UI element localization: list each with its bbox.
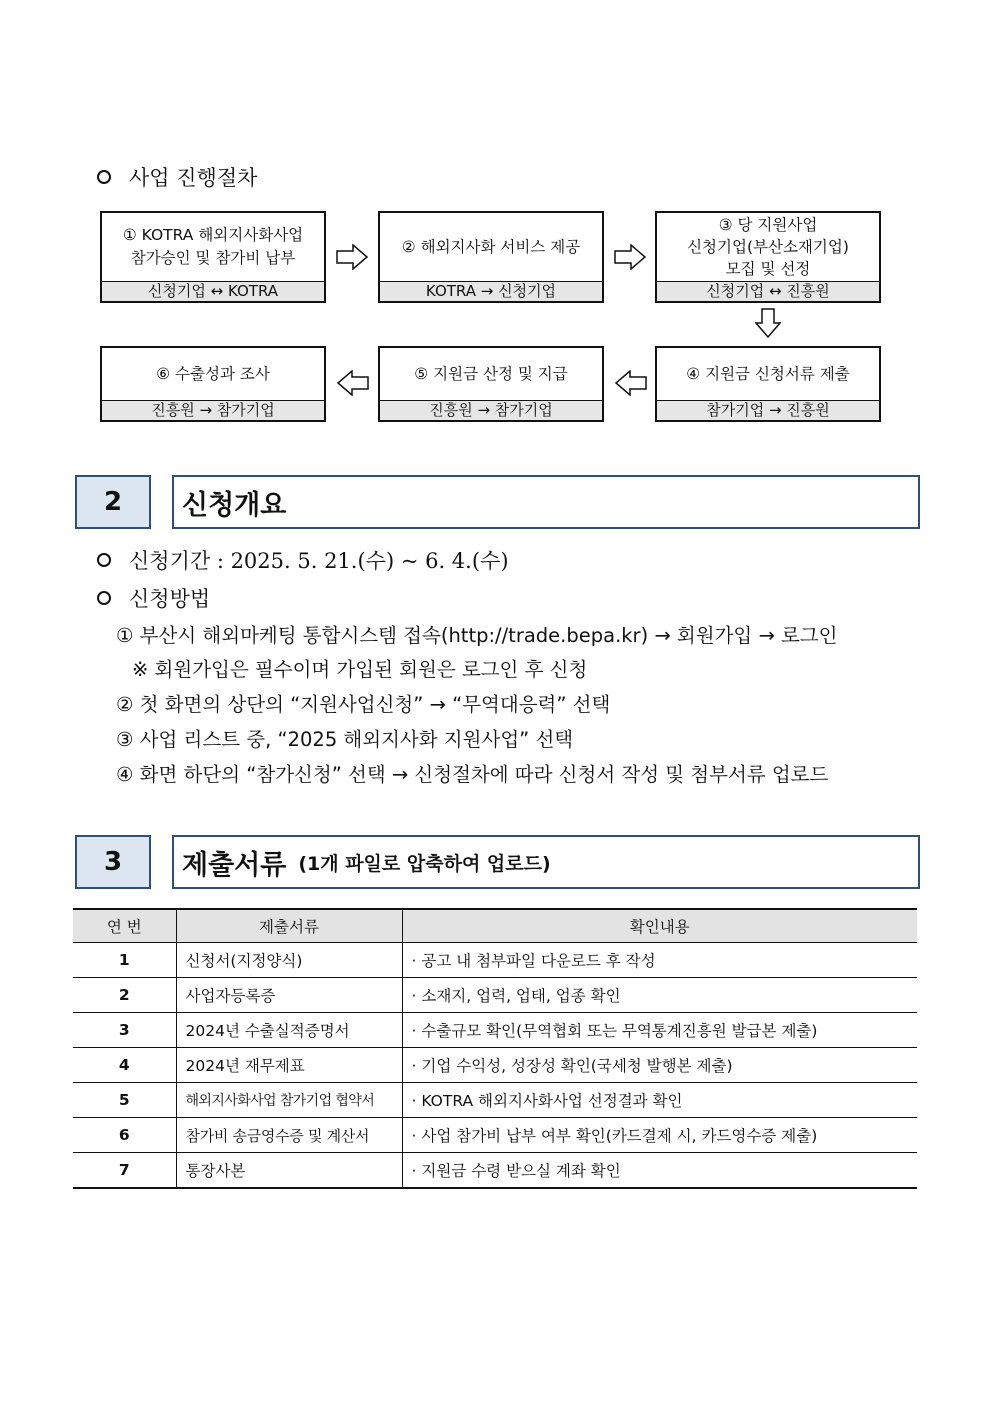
row-document: 해외지사화사업 참가기업 협약서	[176, 1083, 402, 1118]
right-arrow-icon	[614, 244, 646, 270]
row-document: 신청서(지정양식)	[176, 943, 402, 978]
row-document: 참가비 송금영수증 및 계산서	[176, 1118, 402, 1153]
row-no: 7	[73, 1153, 176, 1189]
table-row	[73, 1083, 917, 1118]
flow-step-2	[378, 211, 604, 303]
row-no: 6	[73, 1118, 176, 1153]
flow-step-5-line-1: ⑤ 지원금 산정 및 지급	[414, 364, 568, 383]
flow-step-6-line-1: ⑥ 수출성과 조사	[156, 364, 270, 383]
flow-step-3-line-3: 모집 및 선정	[725, 260, 811, 278]
row-no: 2	[73, 978, 176, 1013]
method-step-2: ② 첫 화면의 상단의 “지원사업신청” → “무역대응력” 선택	[116, 693, 611, 716]
row-document: 2024년 수출실적증명서	[176, 1013, 402, 1048]
row-check: · 지원금 수령 받으실 계좌 확인	[402, 1153, 917, 1189]
row-check: · 수출규모 확인(무역협회 또는 무역통계진흥원 발급본 제출)	[402, 1013, 917, 1048]
right-arrow-icon	[336, 244, 368, 270]
flow-step-3-line-2: 신청기업(부산소재기업)	[687, 238, 849, 256]
flow-step-3	[655, 211, 881, 303]
flow-step-3-actor: 신청기업 ↔ 진흥원	[657, 281, 879, 301]
header-document: 제출서류	[176, 909, 402, 943]
application-method-heading-line	[97, 583, 210, 613]
flow-step-2-actor: KOTRA → 신청기업	[380, 281, 602, 301]
table-row	[73, 978, 917, 1013]
row-no: 3	[73, 1013, 176, 1048]
flow-step-4-line-1: ④ 지원금 신청서류 제출	[686, 364, 850, 383]
flow-step-5-actor: 진흥원 → 참가기업	[380, 400, 602, 420]
table-row	[73, 943, 917, 978]
section-3-title	[172, 835, 920, 889]
row-check: · 기업 수익성, 성장성 확인(국세청 발행본 제출)	[402, 1048, 917, 1083]
row-check: · 소재지, 업력, 업태, 업종 확인	[402, 978, 917, 1013]
row-document: 사업자등록증	[176, 978, 402, 1013]
flow-step-5	[378, 346, 604, 422]
table-row	[73, 1118, 917, 1153]
application-period: 신청기간 : 2025. 5. 21.(수) ~ 6. 4.(수)	[129, 549, 509, 573]
left-arrow-icon	[615, 370, 647, 396]
section-2-number: 2	[75, 475, 151, 529]
table-row	[73, 1153, 917, 1189]
header-check: 확인내용	[402, 909, 917, 943]
row-no: 4	[73, 1048, 176, 1083]
circle-bullet-icon	[97, 591, 111, 605]
flow-step-1	[100, 211, 326, 303]
row-check: · 사업 참가비 납부 여부 확인(카드결제 시, 카드영수증 제출)	[402, 1118, 917, 1153]
row-no: 5	[73, 1083, 176, 1118]
row-document: 2024년 재무제표	[176, 1048, 402, 1083]
row-no: 1	[73, 943, 176, 978]
flow-step-1-line-1: ① KOTRA 해외지사화사업	[122, 226, 304, 244]
section-3-number: 3	[75, 835, 151, 889]
flow-step-6-actor: 진흥원 → 참가기업	[102, 400, 324, 420]
flow-step-4-actor: 참가기업 → 진흥원	[657, 400, 879, 420]
flow-step-4	[655, 346, 881, 422]
method-step-3: ③ 사업 리스트 중, “2025 해외지사화 지원사업” 선택	[116, 728, 574, 751]
method-step-1: ① 부산시 해외마케팅 통합시스템 접속(http://trade.bepa.kr) → 회원가입 → 로그인	[116, 624, 838, 647]
left-arrow-icon	[337, 370, 369, 396]
section-3-subtitle: (1개 파일로 압축하여 업로드)	[298, 852, 551, 875]
table-row	[73, 1048, 917, 1083]
flow-step-2-line-1: ② 해외지사화 서비스 제공	[401, 237, 581, 256]
table-header-row	[73, 909, 917, 943]
flow-step-1-line-2: 참가승인 및 참가비 납부	[130, 249, 296, 267]
circle-bullet-icon	[97, 170, 111, 184]
table-row	[73, 1013, 917, 1048]
application-period-line	[97, 545, 509, 575]
flow-step-3-line-1: ③ 당 지원사업	[718, 216, 818, 234]
section-2-title	[172, 475, 920, 529]
circle-bullet-icon	[97, 553, 111, 567]
documents-table	[73, 908, 917, 1189]
procedure-heading: 사업 진행절차	[129, 166, 258, 190]
down-arrow-icon	[755, 308, 781, 338]
flow-step-6	[100, 346, 326, 422]
header-no: 연 번	[73, 909, 176, 943]
flow-step-1-actor: 신청기업 ↔ KOTRA	[102, 281, 324, 301]
row-document: 통장사본	[176, 1153, 402, 1189]
section-3-title-text: 제출서류	[182, 849, 287, 881]
procedure-heading-line	[97, 162, 257, 192]
method-note: ※ 회원가입은 필수이며 가입된 회원은 로그인 후 신청	[132, 658, 588, 681]
method-step-4: ④ 화면 하단의 “참가신청” 선택 → 신청절차에 따라 신청서 작성 및 첨부서류 업로드	[116, 763, 829, 786]
row-check: · KOTRA 해외지사화사업 선정결과 확인	[402, 1083, 917, 1118]
row-check: · 공고 내 첨부파일 다운로드 후 작성	[402, 943, 917, 978]
application-method-heading: 신청방법	[129, 587, 211, 611]
section-2-title-text: 신청개요	[182, 489, 287, 521]
